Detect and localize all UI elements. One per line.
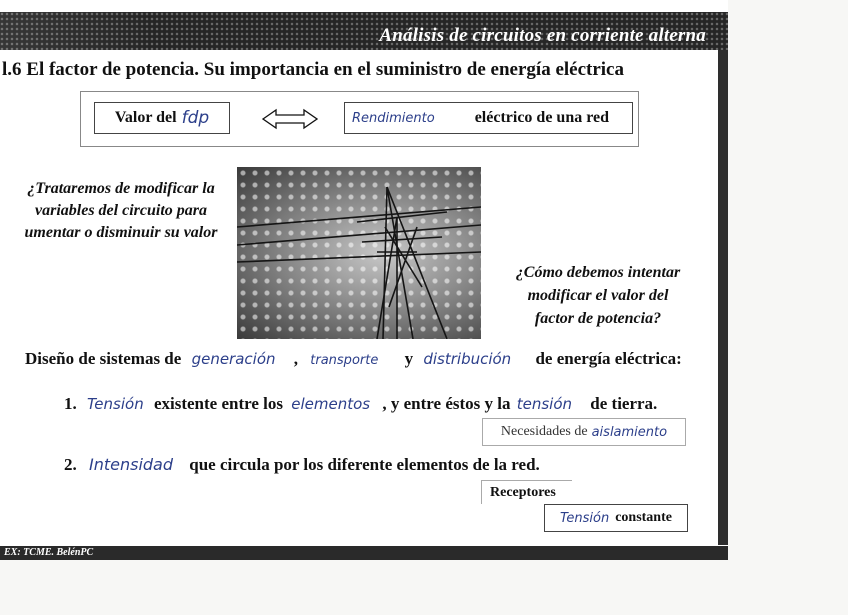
constant-voltage-tag [544, 504, 688, 532]
constant-voltage-label: constante [615, 510, 672, 525]
question-right-line2: modificar el valor del [527, 287, 669, 304]
item-current-text: que circula por los diferente elementos de la red. [189, 455, 540, 474]
item-number: 1. [64, 394, 77, 413]
design-generation: generación [191, 350, 276, 368]
item-voltage-hand: Tensión [87, 395, 144, 413]
item-voltage-text: existente entre los [153, 394, 284, 413]
question-left-line3: umentar o disminuir su valor [24, 224, 218, 241]
design-line [25, 349, 682, 369]
question-left-line2: variables del circuito para [35, 202, 207, 219]
header-title: Análisis de circuitos en corriente alterna [379, 25, 706, 46]
right-edge-band [718, 50, 728, 545]
fdp-value-label: Valor del [114, 109, 177, 126]
double-arrow-icon [262, 108, 318, 130]
power-tower-photo [237, 167, 481, 339]
item-current-hand: Intensidad [89, 455, 174, 474]
question-right-line1: ¿Cómo debemos intentar [515, 264, 681, 281]
item-elements-hand: elementos [291, 395, 371, 413]
transmission-tower-icon [237, 167, 481, 339]
design-prefix: Diseño de sistemas de [25, 349, 182, 368]
efficiency-box [344, 102, 633, 134]
constant-voltage-hand: Tensión [560, 510, 610, 526]
insulation-needs-label: Necesidades de [500, 424, 588, 439]
question-left-line1: ¿Trataremos de modificar la [27, 180, 215, 197]
insulation-hand: aislamiento [591, 424, 668, 440]
item-voltage-text3: de tierra. [590, 394, 658, 413]
receivers-tag: Receptores [481, 480, 572, 504]
design-transport: transporte [310, 353, 379, 368]
efficiency-label: eléctrico de una red [474, 109, 610, 126]
design-and: y [404, 349, 414, 368]
efficiency-handwritten: Rendimiento [352, 110, 435, 126]
fdp-value-box [94, 102, 230, 134]
design-comma: , [293, 349, 299, 368]
question-right-line3: factor de potencia? [534, 310, 662, 327]
header-band [0, 12, 728, 50]
item-number: 2. [64, 455, 77, 474]
item-ground-voltage-hand: tensión [516, 395, 573, 413]
section-title: l.6 El factor de potencia. Su importancia en el suministro de energía eléctrica [2, 59, 624, 80]
question-right [492, 261, 704, 330]
fdp-handwritten: fdp [181, 108, 210, 128]
question-left [0, 178, 252, 244]
footer-text: EX: TCME. BelénPC [4, 547, 94, 558]
design-distribution: distribución [423, 350, 512, 368]
footer-band [0, 546, 728, 560]
item-voltage-text2: , y entre éstos y la [382, 394, 511, 413]
design-suffix: de energía eléctrica: [535, 349, 682, 368]
list-item-current [64, 455, 540, 475]
insulation-needs-tag [482, 418, 686, 446]
list-item-voltage [64, 394, 657, 414]
